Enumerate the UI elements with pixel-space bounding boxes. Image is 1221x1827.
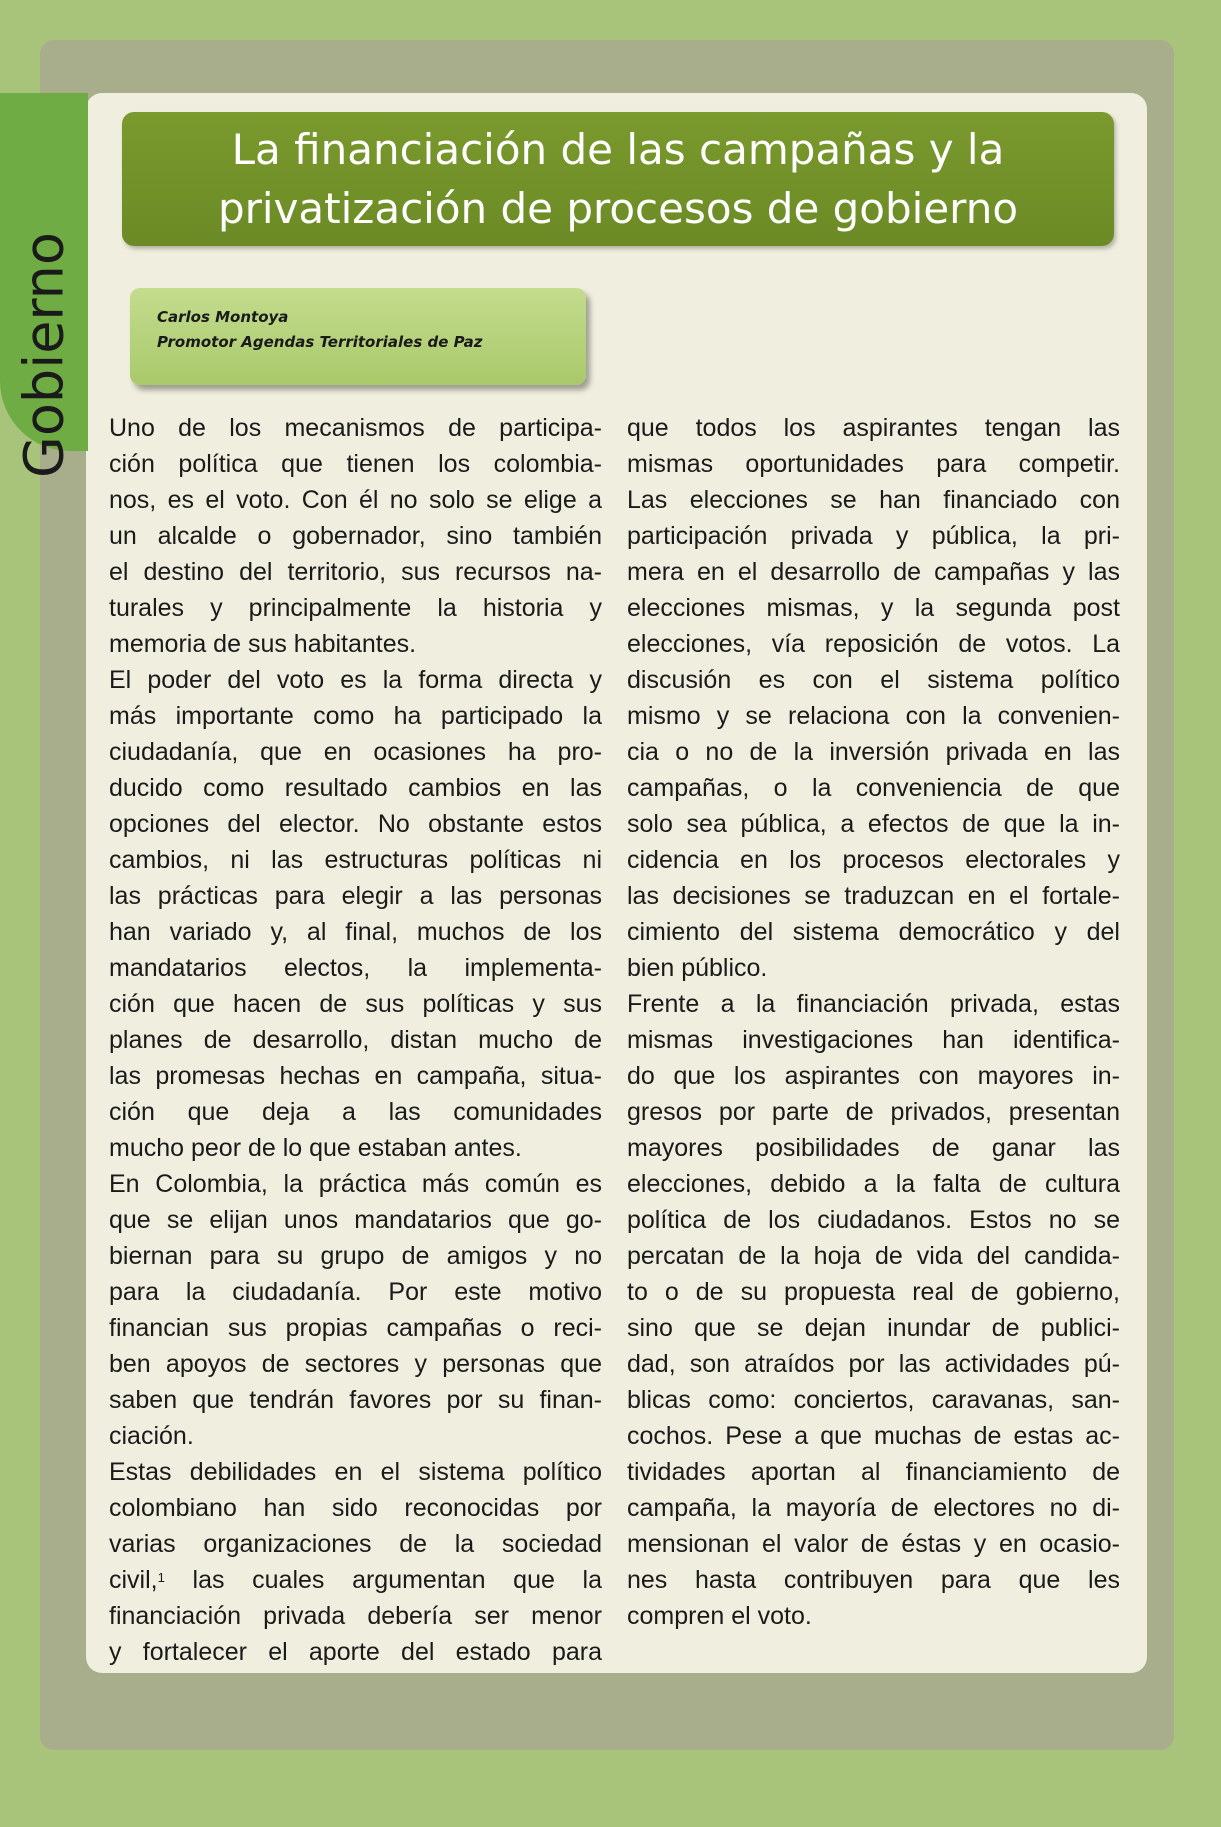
text-line: cimiento del sistema democrático y del — [627, 918, 1120, 946]
text-line: ben apoyos de sectores y personas que — [109, 1350, 602, 1378]
text-line: mayores posibilidades de ganar las — [627, 1134, 1120, 1162]
text-line: ciudadanía, que en ocasiones ha pro- — [109, 738, 602, 766]
text-line: Las elecciones se han financiado con — [627, 486, 1120, 514]
text-line — [109, 1562, 602, 1598]
text-line: saben que tendrán favores por su finan- — [109, 1386, 602, 1414]
text-line: elecciones, vía reposición de votos. La — [627, 630, 1120, 658]
text-line: planes de desarrollo, distan mucho de — [109, 1026, 602, 1054]
text-line: ción que hacen de sus políticas y sus — [109, 990, 602, 1018]
text-line: El poder del voto es la forma directa y — [109, 666, 602, 694]
section-label: Gobierno — [12, 232, 76, 478]
title-line-1: La financiación de las campañas y la — [231, 125, 1005, 174]
text-line: las decisiones se traduzcan en el fortale- — [627, 882, 1120, 910]
text-line: mismo y se relaciona con la convenien- — [627, 702, 1120, 730]
text-line: Estas debilidades en el sistema político — [109, 1458, 602, 1486]
text-line: mera en el desarrollo de campañas y las — [627, 558, 1120, 586]
right-column — [627, 410, 1120, 1634]
text-line: Uno de los mecanismos de participa- — [109, 414, 602, 442]
left-column — [109, 410, 602, 1670]
text-line: cidencia en los procesos electorales y — [627, 846, 1120, 874]
text-line: mismas oportunidades para competir. — [627, 450, 1120, 478]
text-line: colombiano han sido reconocidas por — [109, 1494, 602, 1522]
text-line: ción política que tienen los colombia- — [109, 450, 602, 478]
text-line: más importante como ha participado la — [109, 702, 602, 730]
footnote-line-after: las cuales argumentan que la — [164, 1566, 602, 1594]
text-line: varias organizaciones de la sociedad — [109, 1530, 602, 1558]
text-line: biernan para su grupo de amigos y no — [109, 1242, 602, 1270]
text-line: nes hasta contribuyen para que les — [627, 1566, 1120, 1594]
text-line: las prácticas para elegir a las personas — [109, 882, 602, 910]
text-line: bien público. — [627, 954, 768, 982]
text-line: que todos los aspirantes tengan las — [627, 414, 1120, 442]
text-line: sino que se dejan inundar de publici- — [627, 1314, 1120, 1342]
author-name: Carlos Montoya — [157, 308, 289, 326]
text-line: participación privada y pública, la pri- — [627, 522, 1120, 550]
text-line: dad, son atraídos por las actividades pú- — [627, 1350, 1120, 1378]
text-line: compren el voto. — [627, 1602, 812, 1630]
text-line: política de los ciudadanos. Estos no se — [627, 1206, 1120, 1234]
footnote-marker: 1 — [157, 1570, 165, 1585]
text-line: blicas como: conciertos, caravanas, san- — [627, 1386, 1120, 1414]
text-line: to o de su propuesta real de gobierno, — [627, 1278, 1120, 1306]
text-line: percatan de la hoja de vida del candida- — [627, 1242, 1120, 1270]
text-line: mismas investigaciones han identifica- — [627, 1026, 1120, 1054]
text-line: mucho peor de lo que estaban antes. — [109, 1134, 522, 1162]
text-line: campaña, la mayoría de electores no di- — [627, 1494, 1120, 1522]
text-line: Frente a la financiación privada, estas — [627, 990, 1120, 1018]
title-banner — [122, 112, 1114, 246]
text-line: para la ciudadanía. Por este motivo — [109, 1278, 602, 1306]
text-line: mandatarios electos, la implementa- — [109, 954, 602, 982]
text-line: gresos por parte de privados, presentan — [627, 1098, 1120, 1126]
text-line: opciones del elector. No obstante estos — [109, 810, 602, 838]
text-line: que se elijan unos mandatarios que go- — [109, 1206, 602, 1234]
text-line: do que los aspirantes con mayores in- — [627, 1062, 1120, 1090]
text-line: financiación privada debería ser menor — [109, 1602, 602, 1630]
text-line: memoria de sus habitantes. — [109, 630, 417, 658]
text-line: financian sus propias campañas o reci- — [109, 1314, 602, 1342]
text-line: campañas, o la conveniencia de que — [627, 774, 1120, 802]
text-line: ciación. — [109, 1422, 194, 1450]
text-line: cambios, ni las estructuras políticas ni — [109, 846, 602, 874]
text-line: ducido como resultado cambios en las — [109, 774, 602, 802]
text-line: ción que deja a las comunidades — [109, 1098, 602, 1126]
title-line-2: privatización de procesos de gobierno — [217, 184, 1019, 233]
author-box — [130, 288, 586, 385]
text-line: tividades aportan al financiamiento de — [627, 1458, 1120, 1486]
text-line: elecciones, debido a la falta de cultura — [627, 1170, 1120, 1198]
text-line: En Colombia, la práctica más común es — [109, 1170, 602, 1198]
text-line: el destino del territorio, sus recursos na- — [109, 558, 602, 586]
text-line: cochos. Pese a que muchas de estas ac- — [627, 1422, 1120, 1450]
text-line: solo sea pública, a efectos de que la in- — [627, 810, 1120, 838]
text-line: mensionan el valor de éstas y en ocasio- — [627, 1530, 1120, 1558]
text-line: turales y principalmente la historia y — [109, 594, 602, 622]
text-line: han variado y, al final, muchos de los — [109, 918, 602, 946]
text-line: un alcalde o gobernador, sino también — [109, 522, 602, 550]
text-line: nos, es el voto. Con él no solo se elige a — [109, 486, 602, 514]
text-line: y fortalecer el aporte del estado para — [109, 1638, 602, 1666]
footnote-line-before: civil, — [109, 1566, 158, 1594]
text-line: elecciones mismas, y la segunda post — [627, 594, 1120, 622]
author-role: Promotor Agendas Territoriales de Paz — [157, 333, 483, 351]
text-line: discusión es con el sistema político — [627, 666, 1120, 694]
text-line: las promesas hechas en campaña, situa- — [109, 1062, 602, 1090]
text-line: cia o no de la inversión privada en las — [627, 738, 1120, 766]
page-title — [168, 120, 1068, 238]
section-tab — [0, 93, 88, 478]
